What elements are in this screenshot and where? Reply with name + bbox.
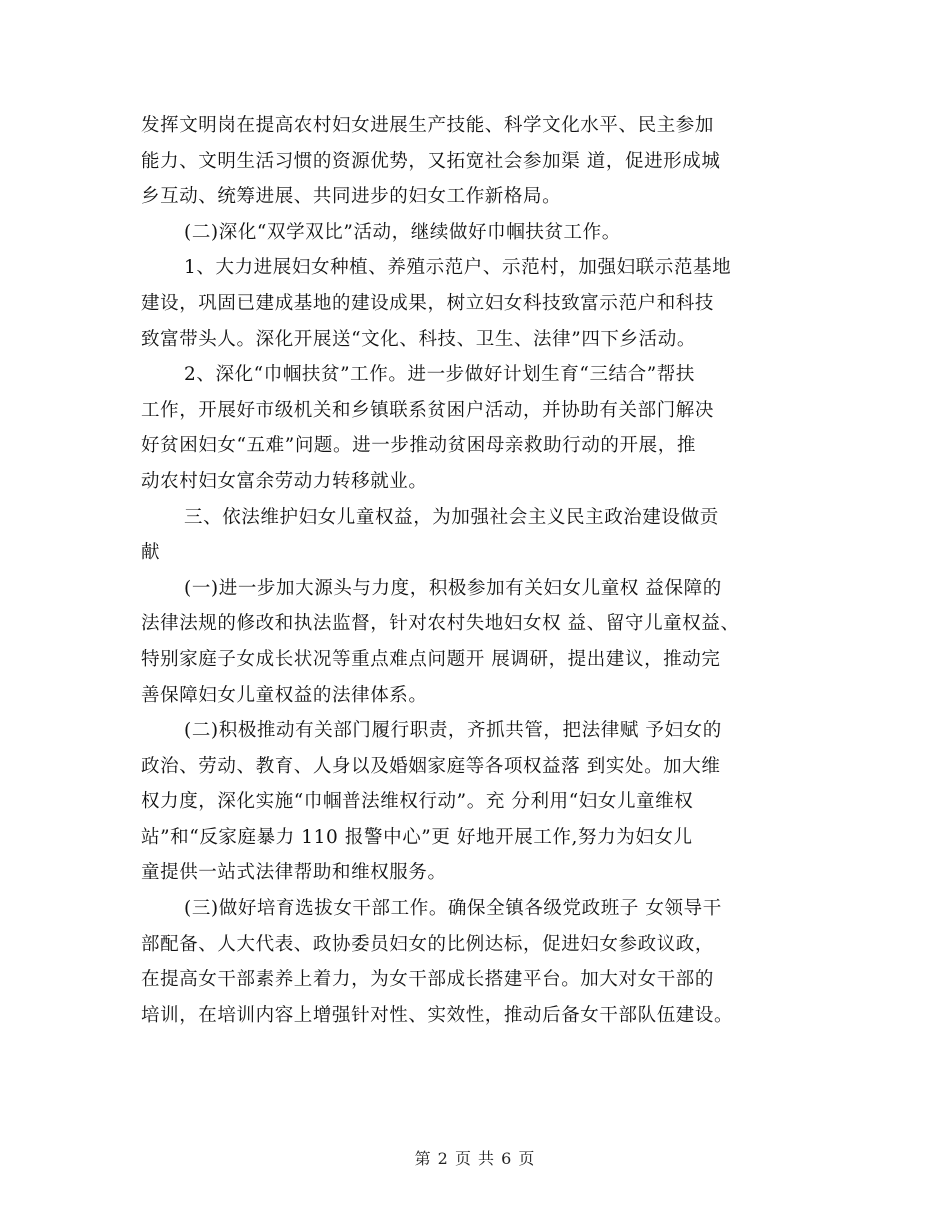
text-line: 建设，巩固已建成基地的建设成果，树立妇女科技致富示范户和科技 (141, 292, 715, 314)
text-line: (三)做好培育选拔女干部工作。确保全镇各级党政班子 女领导干 (184, 898, 722, 920)
text-line: (一)进一步加大源头与力度，积极参加有关妇女儿童权 益保障的 (184, 577, 722, 599)
text-line: 法律法规的修改和执法监督，针对农村失地妇女权 益、留守儿童权益、 (141, 613, 740, 635)
text-line: 工作，开展好市级机关和乡镇联系贫困户活动，并协助有关部门解决 (141, 399, 715, 421)
text-line: 发挥文明岗在提高农村妇女进展生产技能、科学文化水平、民主参加 (141, 115, 715, 136)
page-number-footer: 第 2 页 共 6 页 (414, 1149, 536, 1168)
text-line: 能力、文明生活习惯的资源优势，又拓宽社会参加渠 道，促进形成城 (141, 150, 721, 172)
text-line: 三、依法维护妇女儿童权益，为加强社会主义民主政治建设做贡 (184, 506, 719, 528)
text-line: 乡互动、统筹进展、共同进步的妇女工作新格局。 (141, 186, 562, 208)
text-line: 2、深化“巾帼扶贫”工作。进一步做好计划生育“三结合”帮扶 (184, 364, 696, 386)
document-body (141, 108, 821, 1033)
text-line: (二)深化“双学双比”活动，继续做好巾帼扶贫工作。 (184, 221, 621, 243)
text-line: 权力度，深化实施“巾帼普法维权行动”。充 分利用“妇女儿童维权 (141, 791, 694, 813)
text-line: 好贫困妇女“五难”问题。进一步推动贫困母亲救助行动的开展，推 (141, 435, 696, 457)
text-line: 站”和“反家庭暴力 110 报警中心”更 好地开展工作,努力为妇女儿 (141, 826, 693, 848)
text-line: 致富带头人。深化开展送“文化、科技、卫生、法律”四下乡活动。 (141, 328, 696, 350)
text-line: 善保障妇女儿童权益的法律体系。 (141, 684, 428, 706)
text-line: 部配备、人大代表、政协委员妇女的比例达标，促进妇女参政议政， (141, 933, 715, 955)
text-line: 动农村妇女富余劳动力转移就业。 (141, 470, 428, 492)
text-line: 献 (141, 542, 161, 564)
text-line: 童提供一站式法律帮助和维权服务。 (141, 862, 447, 884)
text-line: 政治、劳动、教育、人身以及婚姻家庭等各项权益落 到实处。加大维 (141, 755, 721, 777)
text-line: (二)积极推动有关部门履行职责，齐抓共管，把法律赋 予妇女的 (184, 720, 722, 742)
text-line: 特别家庭子女成长状况等重点难点问题开 展调研，提出建议，推动完 (141, 648, 721, 670)
text-line: 培训，在培训内容上增强针对性、实效性，推动后备女干部队伍建设。 (141, 1004, 734, 1026)
text-line: 1、大力进展妇女种植、养殖示范户、示范村，加强妇联示范基地 (184, 257, 732, 279)
text-line: 在提高女干部素养上着力，为女干部成长搭建平台。加大对女干部的 (141, 969, 715, 991)
